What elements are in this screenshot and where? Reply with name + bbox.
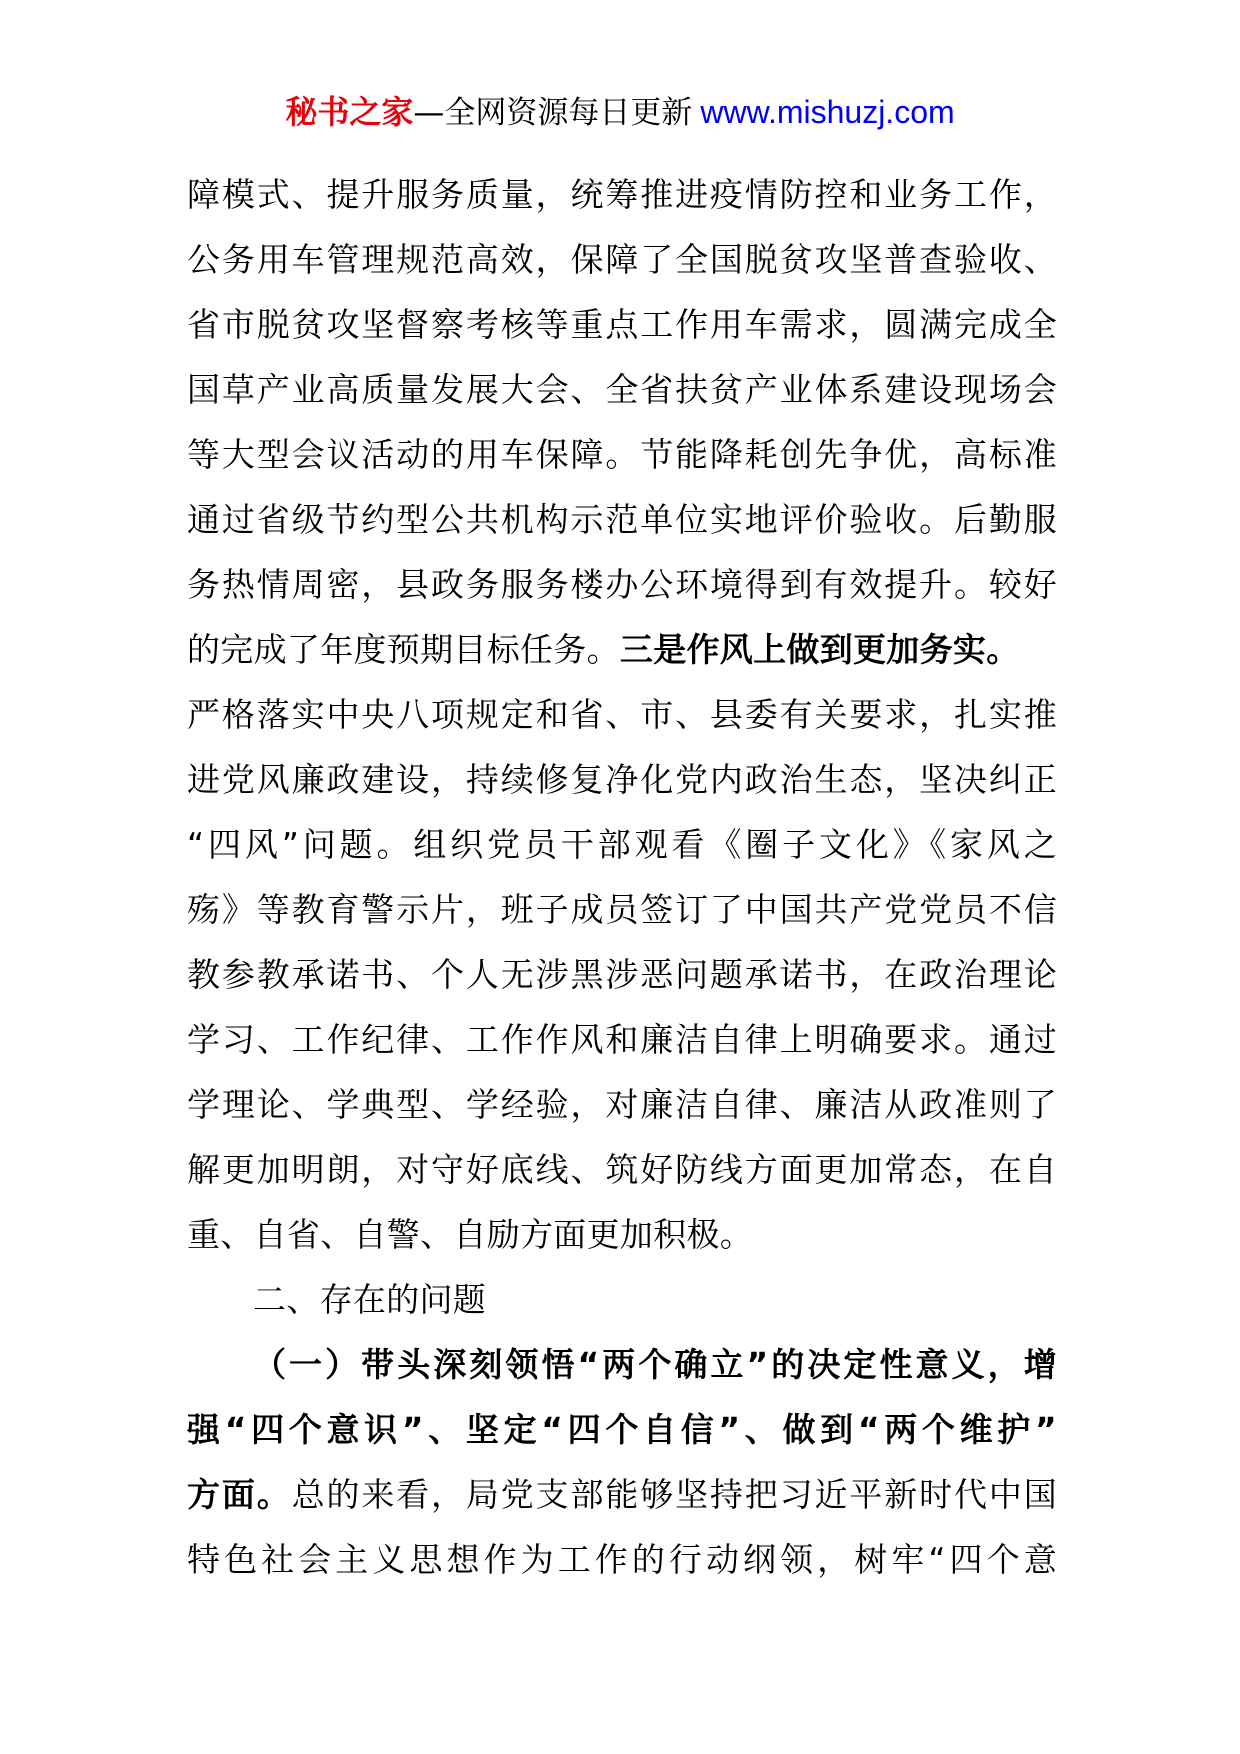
bold-heading-inline: 方面。 bbox=[187, 1475, 292, 1514]
text-line: 国草产业高质量发展大会、全省扶贫产业体系建设现场会 bbox=[187, 370, 1057, 409]
text-segment: 的完成了年度预期目标任务。 bbox=[187, 630, 620, 669]
text-line: 学理论、学典型、学经验，对廉洁自律、廉洁从政准则了 bbox=[187, 1085, 1057, 1124]
text-line: 等大型会议活动的用车保障。节能降耗创先争优，高标准 bbox=[187, 435, 1057, 474]
subsection-heading-cont: 强“四个意识”、坚定“四个自信”、做到“两个维护” bbox=[187, 1410, 1057, 1449]
text-line: 障模式、提升服务质量，统筹推进疫情防控和业务工作， bbox=[187, 175, 1057, 214]
text-line: 公务用车管理规范高效，保障了全国脱贫攻坚普查验收、 bbox=[187, 240, 1057, 279]
text-line: 务热情周密，县政务服务楼办公环境得到有效提升。较好 bbox=[187, 565, 1057, 604]
text-line bbox=[187, 1462, 1057, 1527]
text-line: 教参教承诺书、个人无涉黑涉恶问题承诺书，在政治理论 bbox=[187, 955, 1057, 994]
text-line: 进党风廉政建设，持续修复净化党内政治生态，坚决纠正 bbox=[187, 760, 1057, 799]
text-line: 严格落实中央八项规定和省、市、县委有关要求，扎实推 bbox=[187, 695, 1057, 734]
text-line: 通过省级节约型公共机构示范单位实地评价验收。后勤服 bbox=[187, 500, 1057, 539]
text-line: 重、自省、自警、自励方面更加积极。 bbox=[187, 1215, 754, 1254]
subsection-heading: （一）带头深刻领悟“两个确立”的决定性意义，增 bbox=[253, 1345, 1057, 1384]
text-line: 解更加明朗，对守好底线、筑好防线方面更加常态，在自 bbox=[187, 1150, 1057, 1189]
text-line: 殇》等教育警示片，班子成员签订了中国共产党党员不信 bbox=[187, 890, 1057, 929]
bold-heading-inline: 三是作风上做到更加务实。 bbox=[619, 630, 1020, 669]
section-heading: 二、存在的问题 bbox=[253, 1280, 487, 1319]
text-line: 学习、工作纪律、工作作风和廉洁自律上明确要求。通过 bbox=[187, 1020, 1057, 1059]
text-segment: 总的来看，局党支部能够坚持把习近平新时代中国 bbox=[291, 1475, 1057, 1514]
text-line: “四风”问题。组织党员干部观看《圈子文化》《家风之 bbox=[187, 825, 1057, 864]
site-url-link[interactable]: www.mishuzj.com bbox=[700, 94, 955, 130]
text-line bbox=[187, 617, 1057, 682]
text-line: 省市脱贫攻坚督察考核等重点工作用车需求，圆满完成全 bbox=[187, 305, 1057, 344]
text-line: 特色社会主义思想作为工作的行动纲领，树牢“四个意 bbox=[187, 1540, 1057, 1579]
document-body bbox=[187, 162, 1057, 1592]
site-tagline: —全网资源每日更新 bbox=[413, 95, 693, 131]
site-header bbox=[0, 92, 1240, 133]
site-brand: 秘书之家 bbox=[285, 93, 414, 131]
